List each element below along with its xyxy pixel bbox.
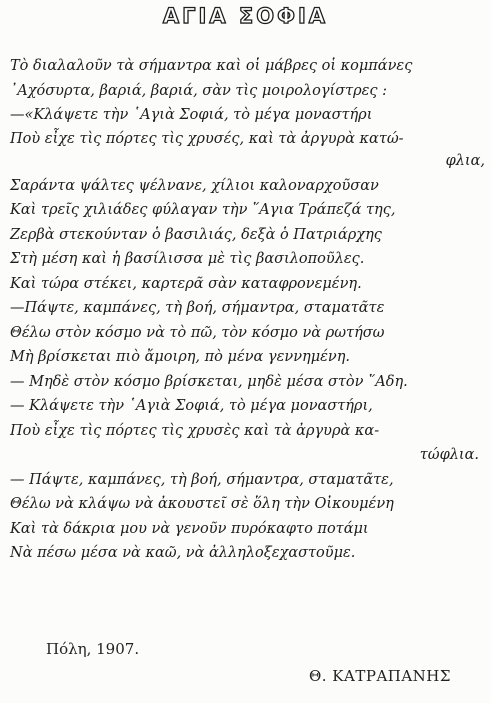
poem-line: Στὴ μέση καὶ ἡ βασίλισσα μὲ τὶς βασιλοποῦλες. [10,251,365,267]
poem-line: Θέλω νὰ κλάψω νὰ ἀκουστεῖ σὲ ὅλη τὴν Οἰκουμένη [10,496,394,512]
author-signature: Θ. ΚΑΤΡΑΠΑΝΗΣ [308,667,451,685]
poem-line: —Πάψτε, καμπάνες, τὴ βοή, σήμαντρα, σταματᾶτε [10,300,385,316]
poem-line: τώφλια. [419,447,479,463]
poem-line: ᾿Αχόσυρτα, βαριά, βαριά, σὰν τὶς μοιρολογίστρες : [10,83,388,99]
poem-line: φλια, [445,153,485,169]
poem-line: Σαράντα ψάλτες ψέλνανε, χίλιοι καλοναρχοῦσαν [10,178,379,194]
poem-line: —«Κλάψετε τὴν ῾Αγιὰ Σοφιά, τὸ μέγα μοναστήρι [10,107,373,123]
poem-line: — Κλάψετε τὴν ῾Αγιὰ Σοφιά, τὸ μέγα μοναστήρι, [10,398,373,414]
place-date: Πόλη, 1907. [46,640,140,658]
poem-line: Μὴ βρίσκεται πιὸ ἄμοιρη, πὸ μένα γεννημένη. [10,349,351,365]
poem-line: Θέλω στὸν κόσμο νὰ τὸ πῶ, τὸν κόσμο νὰ ρωτήσω [10,325,385,341]
poem-line: Ποὺ εἶχε τὶς πόρτες τὶς χρυσές, καὶ τὰ ἀργυρὰ κατώ- [10,131,404,147]
poem-line: Νὰ πέσω μέσα νὰ καῶ, νὰ ἀλληλοξεχαστοῦμε. [10,545,356,561]
poem-line: Ζερβὰ στεκούνταν ὁ βασιλιάς, δεξὰ ὁ Πατριάρχης [10,227,382,243]
poem-line: — Πάψτε, καμπάνες, τὴ βοή, σήμαντρα, σταματᾶτε, [10,472,394,488]
poem-line: Καὶ τρεῖς χιλιάδες φύλαγαν τὴν ῞Αγια Τράπεζά της, [10,202,396,218]
poem-line: Καὶ τὰ δάκρια μου νὰ γενοῦν πυρόκαφτο ποτάμι [10,521,369,537]
poem-line: — Μηδὲ στὸν κόσμο βρίσκεται, μηδὲ μέσα στὸν ῞Αδη. [10,374,408,390]
poem-line: Ποὺ εἶχε τὶς πόρτες τὶς χρυσὲς καὶ τὰ ἀργυρὰ κα- [10,423,380,439]
poem-line: Καὶ τώρα στέκει, καρτερᾶ σὰν καταφρονεμένη. [10,276,362,292]
poem-title: ΑΓΙΑ ΣΟΦΙΑ [162,4,329,28]
poem-line: Τὸ διαλαλοῦν τὰ σήμαντρα καὶ οἱ μάβρες οἱ κομπάνες [10,58,413,74]
